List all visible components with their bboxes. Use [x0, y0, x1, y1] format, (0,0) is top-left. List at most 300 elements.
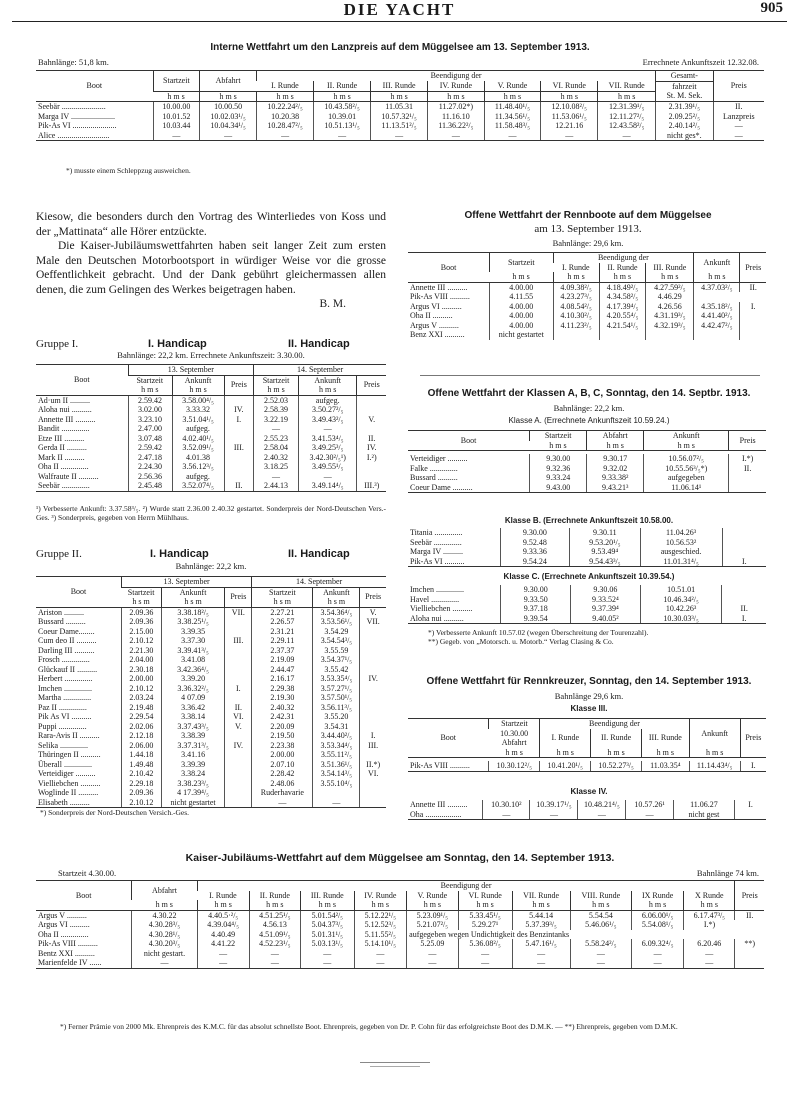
table-cell: II.	[740, 282, 766, 292]
table-cell: nicht gestartet	[161, 798, 225, 808]
table-cell: 4 07.09	[161, 693, 225, 703]
table-cell: 11.14.43⁴/₅	[689, 761, 740, 771]
table-cell: 2.19.50	[252, 731, 313, 741]
table-cell: 3.57.50¹/₅	[313, 693, 360, 703]
table-cell: 4.31.19³/₅	[646, 311, 694, 321]
boat-name-cell: Coeur Dame........	[38, 626, 95, 636]
table-cell: 4.46.29	[646, 292, 694, 302]
group-1-h2: II. Handicap	[288, 338, 350, 350]
table-cell: Lanzpreis	[713, 112, 764, 122]
table-row	[36, 443, 386, 453]
abc-c-table	[408, 585, 766, 624]
table-cell: 5.03.13¹/₅	[301, 939, 354, 949]
boat-name-cell: Annette III ..........	[38, 414, 96, 424]
table-cell	[360, 693, 386, 703]
table-cell: 3.42.36⁴/₅	[161, 665, 225, 675]
table-cell: nicht gest	[673, 810, 734, 820]
unit: h m s	[553, 272, 599, 282]
table-row	[408, 800, 766, 810]
table-cell: 2.55.23	[254, 434, 299, 444]
boat-name-cell: Annette III ..........	[410, 282, 468, 292]
table-cell: 3.07.48	[128, 434, 172, 444]
table-cell: 9.39.54	[501, 614, 571, 624]
table-cell: 6.17.47³/₅	[684, 910, 735, 920]
table-cell: IV.	[225, 741, 252, 751]
table-cell: I.	[722, 557, 766, 567]
table-cell: —	[153, 131, 200, 141]
col-preis: Preis	[735, 881, 764, 911]
table-cell: —	[354, 949, 407, 959]
table-cell: 2.42.31	[252, 712, 313, 722]
table-cell: 10.52.27³/₅	[591, 761, 642, 771]
table-cell: 9.30.06	[571, 585, 641, 595]
table-cell: —	[713, 131, 764, 141]
table-cell: —	[301, 958, 354, 968]
table-cell	[225, 646, 252, 656]
table-cell: 9.30.00	[530, 454, 587, 464]
col-r3: III. Runde	[642, 729, 690, 748]
table-row	[36, 636, 386, 646]
table-cell: 4.21.54¹/₅	[599, 321, 646, 331]
unit: h m s	[249, 900, 300, 910]
col-beendigung: Beendigung der	[540, 719, 689, 729]
boat-name-cell: Aloha nui ..........	[38, 405, 92, 414]
table-row	[36, 462, 386, 472]
table-row	[36, 958, 764, 968]
table-cell	[360, 703, 386, 713]
col-preis: Preis	[224, 375, 254, 395]
table-cell: 3.55.59	[313, 646, 360, 656]
table-cell: —	[484, 131, 541, 141]
table-cell: aufgegeben wegen Undichtigkeit des Benzintanks	[407, 930, 764, 940]
col-preis: Preis	[360, 587, 386, 607]
table-cell: 4.27.59²/₅	[646, 282, 694, 292]
table-row	[408, 292, 766, 302]
table-cell: 3.54.31	[313, 722, 360, 732]
table-cell: 9.30.00	[500, 528, 570, 538]
table-cell: —	[257, 131, 314, 141]
table-row	[36, 472, 386, 482]
table-cell: 12.21.16	[541, 121, 598, 131]
table-cell	[225, 665, 252, 675]
table-cell: 2.52.03	[254, 395, 299, 405]
boat-name-cell: Pik-As VIII ..........	[38, 939, 98, 948]
table-cell: 4.26.56	[646, 302, 694, 312]
boat-name-cell: Elisabeth ..........	[36, 798, 122, 808]
group-1-table-wrap	[36, 364, 386, 492]
table-cell: 3.38.14	[161, 712, 225, 722]
table-row	[36, 481, 386, 491]
table-cell: 5.29.27¹	[458, 920, 512, 930]
col-r4: IV. Runde	[428, 81, 485, 91]
rennboote-title: Offene Wettfahrt der Rennboote auf dem Müggelsee	[464, 210, 712, 221]
col-r6: VI. Runde	[458, 891, 512, 901]
table-cell: 11.01.31⁴/₅	[640, 557, 722, 567]
table-row	[36, 939, 764, 949]
table-cell: —	[483, 810, 530, 820]
table-cell: 5.21.07²/₅	[407, 920, 458, 930]
table-cell: II.	[735, 910, 764, 920]
table-cell: 4.00.00	[490, 311, 553, 321]
table-row	[408, 321, 766, 331]
table-cell: 10.57.26¹	[626, 800, 673, 810]
table-row	[36, 731, 386, 741]
table-cell: 9.53.49⁴	[570, 547, 640, 557]
table-cell: 4.51.25¹/₅	[249, 910, 300, 920]
table-row	[36, 712, 386, 722]
boat-name-cell: Glückauf II ..........	[38, 664, 98, 674]
table-cell: IV.	[224, 405, 254, 415]
col-r3: III. Runde	[301, 891, 354, 901]
unit: h m s	[598, 91, 656, 102]
table-cell: 9.30.00	[501, 585, 571, 595]
col-r4: IV. Runde	[354, 891, 407, 901]
boat-name-cell: Seebär ..............	[36, 481, 128, 491]
table-cell: 11.16.10	[428, 112, 485, 122]
boat-name-cell: Selika ..............	[38, 740, 88, 750]
table-cell: 9.37.39⁴	[571, 604, 641, 614]
table-row	[36, 112, 764, 122]
table-cell: I.*)	[684, 920, 735, 930]
col-boot: Boot	[408, 431, 530, 451]
rennkreuzer-table	[408, 718, 766, 772]
table-cell: 2.58.04	[254, 443, 299, 453]
table-row	[408, 585, 766, 595]
boat-name-cell: Vielliebchen ..........	[410, 604, 473, 613]
table-cell: 3.18.25	[254, 462, 299, 472]
table-cell: —	[458, 949, 512, 959]
table-cell: III.	[225, 636, 252, 646]
table-cell: 4.00.00	[490, 302, 553, 312]
unit: h m s	[200, 91, 257, 102]
table-row	[36, 722, 386, 732]
col-preis: Preis	[713, 71, 764, 102]
table-cell	[224, 395, 254, 405]
abc-table	[408, 430, 766, 493]
table-cell: 5.01.54²/₅	[301, 910, 354, 920]
boat-name-cell: Paz II ..............	[38, 702, 87, 712]
table-cell: 4.41.22	[197, 939, 249, 949]
boat-name-cell: Gerda II ..........	[38, 443, 87, 452]
table-cell: 4.00.00	[490, 321, 553, 331]
table-cell: III.	[224, 443, 254, 453]
table-cell: IV.	[357, 443, 386, 453]
unit: h m s	[458, 900, 512, 910]
table-cell: 5.04.37³/₅	[301, 920, 354, 930]
unit: h m s	[644, 441, 729, 451]
table-cell: 5.44.14	[512, 910, 570, 920]
table-cell: II.	[722, 604, 766, 614]
col-start: Startzeit	[530, 431, 587, 441]
unit: h m s	[197, 900, 249, 910]
table-cell: 3.38.24	[161, 769, 225, 779]
unit: h m s	[512, 900, 570, 910]
lanzpreis-table	[36, 70, 764, 141]
boat-name-cell: Argus V ..........	[38, 910, 87, 920]
abc-footnote-1: *) Verbesserte Ankunft 10.57.02 (wegen Überschreitung der Tourenzahl).	[428, 628, 649, 637]
table-cell: —	[512, 949, 570, 959]
page-number: 905	[760, 0, 783, 16]
unit: h m s	[257, 91, 314, 102]
table-cell	[357, 395, 386, 405]
table-cell: II.	[224, 481, 254, 491]
rennkreuzer-length: Bahnlänge 29,6 km.	[554, 691, 624, 701]
boat-name-cell: Verteidiger ..........	[38, 769, 96, 778]
table-cell: 6.09.32⁴/₅	[632, 939, 684, 949]
boat-name-cell: Falke ..............	[410, 463, 458, 473]
col-abfahrt: Abfahrt	[200, 71, 257, 92]
table-cell: 3.22.19	[254, 415, 299, 425]
unit: h m s	[132, 900, 197, 910]
table-cell: 2.48.06	[252, 779, 313, 789]
table-cell: 2.09.36	[122, 788, 162, 798]
unit: h m s	[684, 900, 735, 910]
boat-name-cell: Bandit ..............	[38, 424, 90, 433]
table-cell: 9.43.21³	[587, 483, 644, 493]
table-cell: 2.19.30	[252, 693, 313, 703]
table-cell	[553, 330, 599, 340]
table-cell: VI.	[360, 769, 386, 779]
table-cell: 3.49.55¹/₅	[298, 462, 357, 472]
col-r5: V. Runde	[484, 81, 541, 91]
table-cell	[360, 788, 386, 798]
unit: h s m	[252, 597, 313, 607]
table-cell: 5.37.39³/₅	[512, 920, 570, 930]
table-cell	[225, 760, 252, 770]
table-cell: 3.39.39	[161, 760, 225, 770]
table-cell: 11.06.14¹	[644, 483, 729, 493]
boat-name-cell: Walfraute II ..........	[38, 471, 99, 481]
kaiser-title: Kaiser-Jubiläums-Wettfahrt auf dem Müggelsee am Sonntag, den 14. September 1913.	[185, 852, 615, 864]
table-row	[408, 302, 766, 312]
table-cell: 11.58.48³/₅	[484, 121, 541, 131]
abc-b-wrap	[408, 528, 766, 567]
table-cell: 2.10.42	[122, 769, 162, 779]
table-cell: 12.43.58²/₅	[598, 121, 656, 131]
group-1-label: Gruppe I.	[36, 338, 79, 350]
table-cell: 3.54.14³/₅	[313, 769, 360, 779]
table-cell: —	[197, 958, 249, 968]
table-cell: 10.03.44	[153, 121, 200, 131]
table-cell: —	[458, 958, 512, 968]
unit: h m s	[530, 441, 587, 451]
table-cell: IV.	[360, 674, 386, 684]
table-cell: —	[252, 798, 313, 808]
table-cell: 2.40.32	[252, 703, 313, 713]
table-cell: II.	[729, 464, 766, 474]
boat-name-cell: Seebär ..............	[410, 537, 462, 547]
table-cell: 4.00.00	[490, 282, 553, 292]
table-cell	[740, 311, 766, 321]
table-row	[36, 949, 764, 959]
table-row	[408, 557, 766, 567]
page-header-title: DIE YACHT	[343, 0, 456, 19]
col-start: Startzeit	[153, 71, 200, 92]
table-cell: 5.58.24²/₅	[570, 939, 632, 949]
table-cell: 3.54.36⁴/₅	[313, 607, 360, 617]
lanzpreis-calc: Errechnete Ankunftszeit 12.32.08.	[642, 57, 759, 67]
unit: h s m	[313, 597, 360, 607]
table-row	[408, 528, 766, 538]
boat-name-cell: Bentz XXI ..........	[38, 948, 95, 958]
boat-name-cell: Oha II ..........	[410, 311, 453, 320]
table-cell: 3.38.25¹/₅	[161, 617, 225, 627]
table-cell	[225, 655, 252, 665]
table-cell	[357, 472, 386, 482]
table-cell: I.	[224, 415, 254, 425]
boat-name-cell: Herbert ..............	[38, 674, 93, 683]
table-row	[408, 483, 766, 493]
table-cell	[225, 788, 252, 798]
table-cell: 2.19.09	[252, 655, 313, 665]
col-boot: Boot	[36, 365, 128, 396]
unit: h m s	[428, 91, 485, 102]
col-ankunft: Ankunft	[689, 719, 740, 748]
table-row	[36, 741, 386, 751]
table-cell: 3.54.37¹/₅	[313, 655, 360, 665]
table-cell: 10.55.56³/₅*)	[644, 464, 729, 474]
table-cell: nicht gestartet	[490, 330, 553, 340]
table-cell: 3.52.09¹/₅	[172, 443, 224, 453]
table-cell: 10.56.53²	[640, 538, 722, 548]
boat-name-cell: Pik As VI ..........	[38, 712, 92, 721]
table-cell: aufgeg.	[298, 395, 357, 405]
table-cell: 9.54.24	[500, 557, 570, 567]
boat-name-cell: Woglinde II ..........	[38, 788, 99, 797]
col-boot: Boot	[36, 881, 132, 911]
divider	[420, 375, 760, 376]
table-cell: 9.54.43³/₅	[570, 557, 640, 567]
table-cell: 3.38.39	[161, 731, 225, 741]
abc-klasse-a: Klasse A. (Errechnete Ankunftszeit 10.59.24.)	[508, 416, 670, 425]
table-cell: 2.16.17	[252, 674, 313, 684]
table-row	[408, 547, 766, 557]
table-row	[408, 538, 766, 548]
table-cell: 2.45.48	[128, 481, 172, 491]
table-cell: —	[684, 958, 735, 968]
table-row	[36, 703, 386, 713]
col-preis: Preis	[357, 375, 386, 395]
table-cell: 5.11.55²/₅	[354, 930, 407, 940]
col-start: Startzeit	[490, 253, 553, 273]
unit: h m s	[489, 748, 540, 758]
table-row	[36, 750, 386, 760]
table-cell: 5.01.31¹/₅	[301, 930, 354, 940]
table-cell: —	[254, 472, 299, 482]
table-row	[408, 473, 766, 483]
col-ankunft: Ankunft	[298, 375, 357, 385]
boat-name-cell: Thüringen II ..........	[38, 750, 101, 759]
table-cell	[360, 665, 386, 675]
boat-name-cell: Coeur Dame ..........	[408, 483, 530, 493]
table-cell: VI.	[225, 712, 252, 722]
abc-length: Bahnlänge: 22,2 km.	[553, 403, 625, 413]
table-row	[36, 646, 386, 656]
boat-name-cell: Argus VI ..........	[410, 301, 462, 311]
table-cell: 11.06.27	[673, 800, 734, 810]
table-cell: V.	[360, 607, 386, 617]
table-cell: 3.57.27¹/₅	[313, 684, 360, 694]
col-start-2: 10.30.00 Abfahrt	[500, 728, 529, 747]
table-cell: 3.53.34⁴/₅	[313, 741, 360, 751]
table-cell: 3.51.36¹/₅	[313, 760, 360, 770]
table-cell: 10.04.34¹/₅	[200, 121, 257, 131]
table-cell: 4.56.13	[249, 920, 300, 930]
rennkreuzer-title: Offene Wettfahrt für Rennkreuzer, Sonntag, den 14. September 1913.	[426, 676, 752, 687]
table-cell: 10.00.00	[153, 102, 200, 112]
col-r1: I. Runde	[562, 262, 590, 272]
table-cell: 3.39.35	[161, 627, 225, 637]
lanzpreis-table-wrap	[36, 70, 764, 141]
col-boot: Boot	[36, 71, 153, 102]
table-cell: 3.02.00	[128, 405, 172, 415]
abc-klasse-c: Klasse C. (Errechnete Ankunftszeit 10.39.54.)	[503, 572, 675, 581]
table-cell: 2.59.42	[128, 443, 172, 453]
table-cell: II.	[225, 703, 252, 713]
col-beendigung: Beendigung der	[553, 253, 694, 263]
table-cell: 3.50.27²/₅	[298, 405, 357, 415]
rennkreuzer-4-table	[408, 800, 766, 820]
table-row	[36, 788, 386, 798]
table-cell	[360, 712, 386, 722]
table-cell: 2.29.18	[122, 779, 162, 789]
table-cell: 4.10.30²/₅	[553, 311, 599, 321]
boat-name-cell: Imchen ..............	[410, 585, 464, 594]
table-cell: —	[301, 949, 354, 959]
table-cell: 3.41.08	[161, 655, 225, 665]
table-cell: 2.24.30	[128, 462, 172, 472]
end-rule	[370, 1066, 420, 1067]
table-cell: 5.23.09¹/₅	[407, 910, 458, 920]
table-cell: 9.37.18	[501, 604, 571, 614]
table-cell: II.	[713, 102, 764, 112]
table-cell	[694, 292, 740, 302]
kaiser-start: Startzeit 4.30.00.	[58, 868, 117, 878]
boat-name-cell: Marga IV ..........	[410, 547, 464, 556]
table-cell	[225, 627, 252, 637]
table-cell	[735, 958, 764, 968]
table-cell: nicht ges*.	[656, 131, 714, 141]
boat-name-cell: Marienfelde IV ......	[36, 958, 132, 968]
table-cell: 9.53.20¹/₅	[570, 538, 640, 548]
col-r2: II. Runde	[249, 891, 300, 901]
table-cell: 2.37.37	[252, 646, 313, 656]
table-cell	[224, 434, 254, 444]
col-preis: Preis	[225, 587, 252, 607]
unit: h m s	[354, 900, 407, 910]
table-cell: 9.30.11	[570, 528, 640, 538]
table-cell: 4.01.38	[172, 453, 224, 463]
table-cell: 2.40.32	[254, 453, 299, 463]
table-cell: 3.41.53⁴/₅	[298, 434, 357, 444]
table-cell: 2.31.21	[252, 627, 313, 637]
table-cell	[225, 674, 252, 684]
table-cell: 3.36.32²/₅	[161, 684, 225, 694]
table-cell: —	[570, 949, 632, 959]
table-cell	[360, 779, 386, 789]
table-cell: 10.00.50	[200, 102, 257, 112]
table-row	[36, 693, 386, 703]
group-2-table-wrap	[36, 576, 386, 808]
abc-klasse-b: Klasse B. (Errechnete Ankunftszeit 10.58.00.	[504, 516, 674, 525]
group-2-h1: I. Handicap	[150, 548, 209, 560]
table-cell: 2.31.39¹/₅	[656, 102, 714, 112]
table-cell: III.	[360, 741, 386, 751]
unit: h m s	[301, 900, 354, 910]
table-cell: 10.51.13¹/₅	[314, 121, 371, 131]
table-cell: 10.51.01	[640, 585, 721, 595]
table-cell: 3.56.12³/₅	[172, 462, 224, 472]
